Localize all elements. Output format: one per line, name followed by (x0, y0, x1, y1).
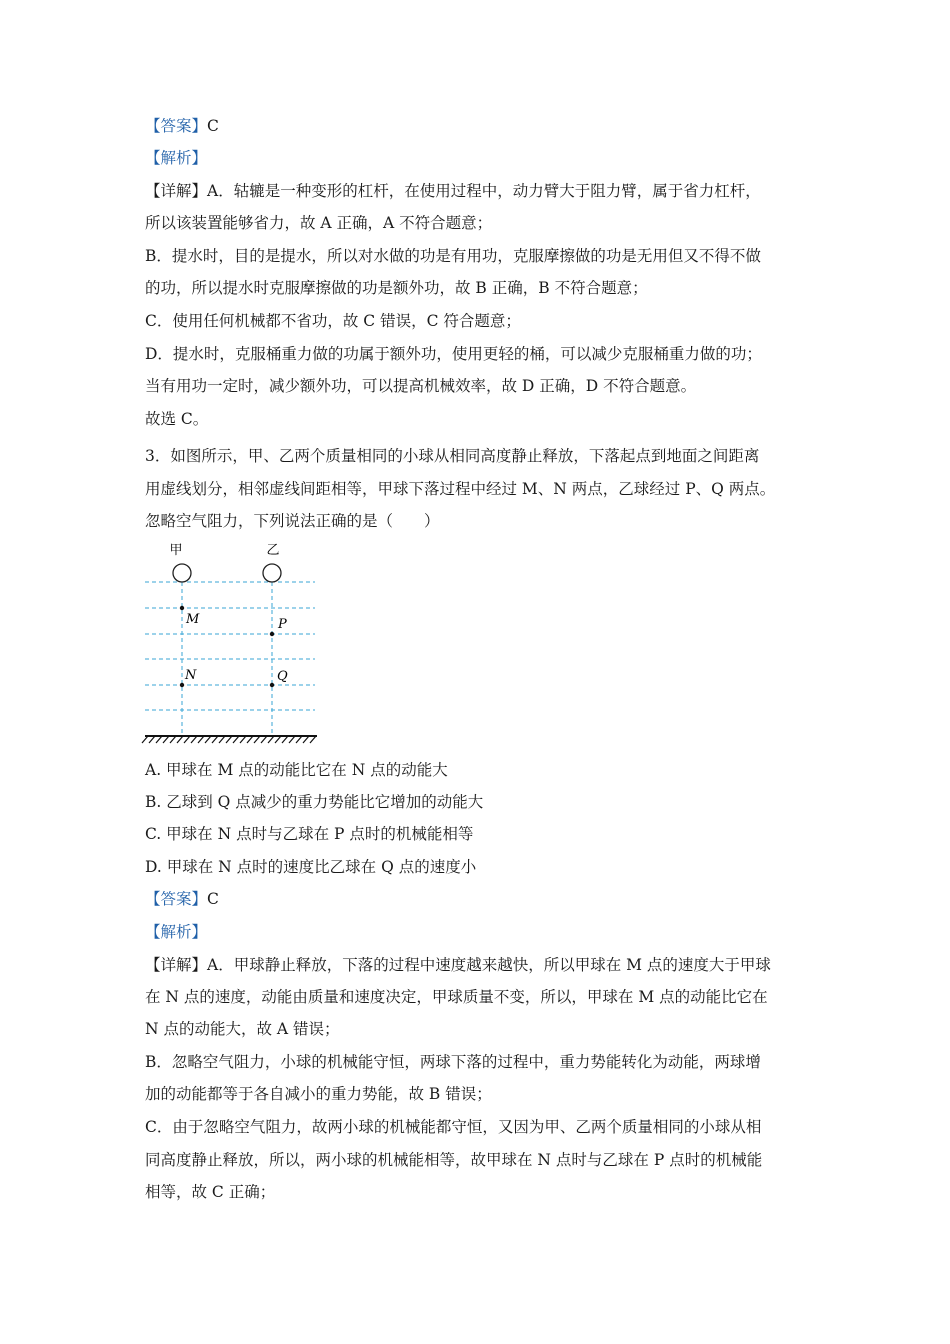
option-c: C. 甲球在 N 点时与乙球在 P 点时的机械能相等 (145, 825, 474, 843)
hatch-mark (163, 736, 169, 743)
point-m-dot (180, 606, 184, 610)
answer-value: C (207, 117, 219, 135)
text-line: 同高度静止释放，所以，两小球的机械能相等，故甲球在 N 点时与乙球在 P 点时的机械能 (145, 1151, 763, 1169)
text-line: 的功，所以提水时克服摩擦做的功是额外功，故 B 正确，B 不符合题意； (145, 279, 648, 297)
text-line: 加的动能都等于各自减小的重力势能，故 B 错误； (145, 1085, 492, 1103)
option-d: D. 甲球在 N 点时的速度比乙球在 Q 点的速度小 (145, 858, 477, 876)
hatch-mark (149, 736, 155, 743)
ball-a-label: 甲 (169, 543, 183, 558)
hatch-mark (212, 736, 218, 743)
text-line: A．甲球静止释放，下落的过程中速度越来越快，所以甲球在 M 点的速度大于甲球 (207, 956, 771, 974)
falling-balls-figure (140, 538, 330, 748)
point-q-dot (270, 683, 274, 687)
detail-tag: 【详解】 (145, 956, 208, 974)
hatch-mark (219, 736, 225, 743)
option-b: B. 乙球到 Q 点减少的重力势能比它增加的动能大 (145, 793, 484, 811)
answer-line-2 (145, 889, 219, 909)
hatch-mark (247, 736, 253, 743)
detail-line-2 (145, 955, 771, 975)
point-p-dot (270, 632, 274, 636)
text-line: 当有用功一定时，减少额外功，可以提高机械效率，故 D 正确，D 不符合题意。 (145, 377, 697, 395)
hatch-mark (233, 736, 239, 743)
detail-tag: 【详解】 (145, 182, 208, 200)
hatch-mark (198, 736, 204, 743)
hatch-mark (191, 736, 197, 743)
hatch-mark (268, 736, 274, 743)
ball-a (173, 564, 191, 582)
hatch-mark (254, 736, 260, 743)
hatch-mark (170, 736, 176, 743)
question-line: 用虚线划分，相邻虚线间距相等，甲球下落过程中经过 M、N 两点，乙球经过 P、Q 两点。 (145, 480, 776, 498)
hatch-mark (184, 736, 190, 743)
point-q-label: Q (277, 669, 288, 684)
text-line: C．使用任何机械都不省功，故 C 错误，C 符合题意； (145, 312, 521, 330)
hatch-mark (156, 736, 162, 743)
ball-b-label: 乙 (266, 543, 280, 558)
hatch-mark (226, 736, 232, 743)
ground-hatching (142, 736, 317, 743)
hatch-mark (303, 736, 309, 743)
hatch-mark (177, 736, 183, 743)
answer-tag: 【答案】 (145, 890, 208, 908)
ball-b (263, 564, 281, 582)
point-p-label: P (278, 617, 287, 632)
text-line: 在 N 点的速度，动能由质量和速度决定，甲球质量不变，所以，甲球在 M 点的动能比它在 (145, 988, 768, 1006)
question-line: 忽略空气阻力，下列说法正确的是（ ） (145, 512, 440, 530)
analysis-tag: 【解析】 (145, 923, 208, 941)
option-a: A. 甲球在 M 点的动能比它在 N 点的动能大 (145, 761, 448, 779)
text-line: 故选 C。 (145, 410, 209, 428)
point-n-label: N (185, 668, 197, 683)
question-line: 3．如图所示，甲、乙两个质量相同的小球从相同高度静止释放，下落起点到地面之间距离 (145, 447, 760, 465)
hatch-mark (296, 736, 302, 743)
text-line: C．由于忽略空气阻力，故两小球的机械能都守恒，又因为甲、乙两个质量相同的小球从相 (145, 1118, 762, 1136)
answer-value: C (207, 890, 219, 908)
detail-line-1 (145, 181, 761, 201)
answer-line-1 (145, 116, 219, 136)
text-line: B．提水时，目的是提水，所以对水做的功是有用功，克服摩擦做的功是无用但又不得不做 (145, 247, 761, 265)
text-line: D．提水时，克服桶重力做的功属于额外功，使用更轻的桶，可以减少克服桶重力做的功； (145, 345, 762, 363)
hatch-mark (205, 736, 211, 743)
analysis-tag: 【解析】 (145, 149, 208, 167)
hatch-mark (282, 736, 288, 743)
analysis-line-1 (145, 148, 207, 168)
text-line: B．忽略空气阻力，小球的机械能守恒，两球下落的过程中，重力势能转化为动能，两球增 (145, 1053, 761, 1071)
text-line: N 点的动能大，故 A 错误； (145, 1020, 340, 1038)
point-n-dot (180, 683, 184, 687)
hatch-mark (240, 736, 246, 743)
hatch-mark (275, 736, 281, 743)
answer-tag: 【答案】 (145, 117, 208, 135)
hatch-mark (142, 736, 148, 743)
text-line: 相等，故 C 正确； (145, 1183, 276, 1201)
analysis-line-2 (145, 922, 207, 942)
point-m-label: M (186, 612, 200, 627)
text-line: 所以该装置能够省力，故 A 正确，A 不符合题意； (145, 214, 493, 232)
hatch-mark (310, 736, 316, 743)
hatch-mark (261, 736, 267, 743)
hatch-mark (289, 736, 295, 743)
dashed-levels (145, 582, 315, 736)
text-line: A．轱辘是一种变形的杠杆，在使用过程中，动力臂大于阻力臂，属于省力杠杆， (207, 182, 761, 200)
